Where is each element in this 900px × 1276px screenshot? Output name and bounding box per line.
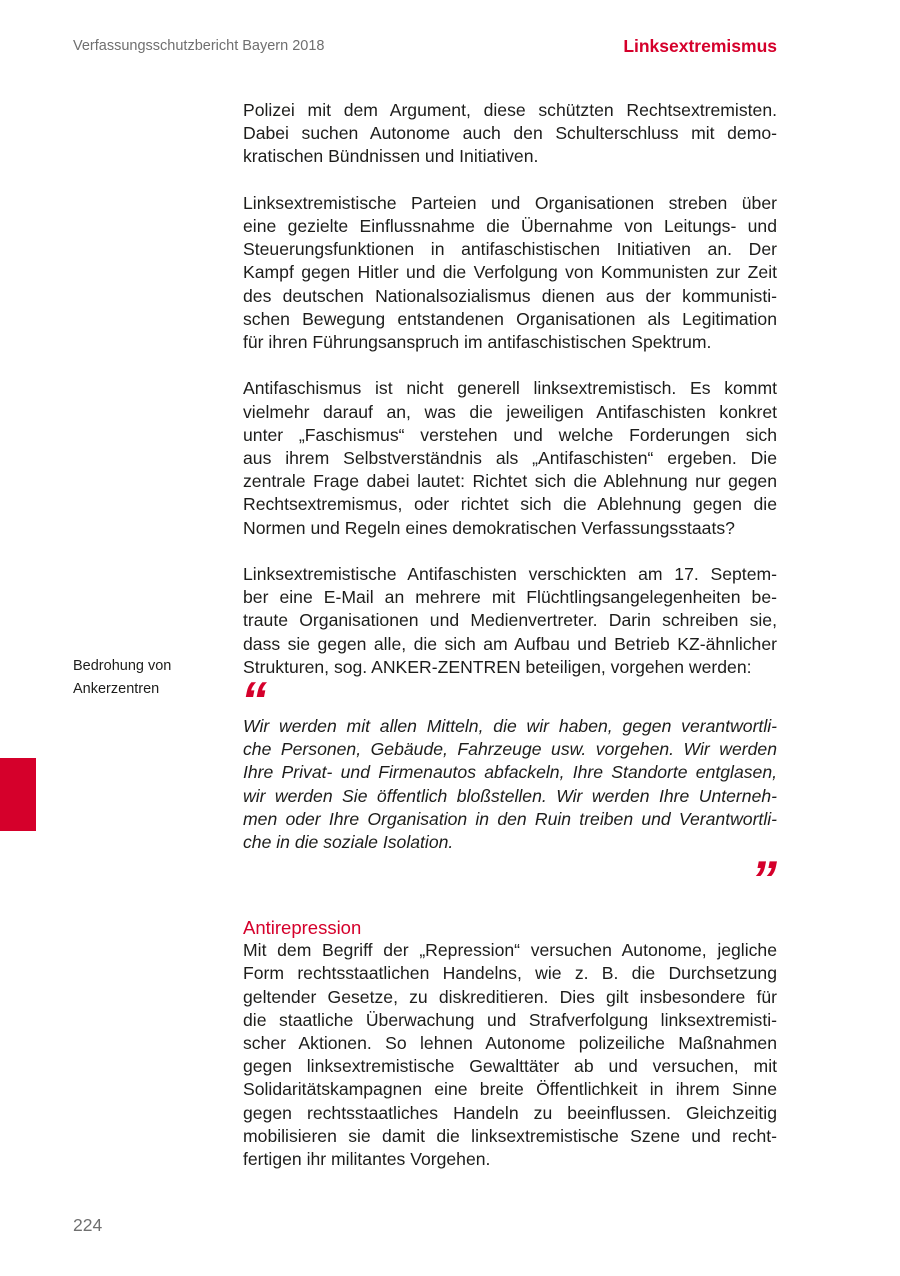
text-line: traute Organisationen und Medienvertreter. Darin schreiben sie, — [243, 610, 777, 631]
chapter-tab-marker — [0, 758, 36, 831]
text-line: Dabei suchen Autonome auch den Schulterschluss mit demo- — [243, 123, 777, 144]
paragraph-4 — [243, 563, 777, 679]
text-line: für ihren Führungsanspruch im antifaschistischen Spektrum. — [243, 332, 712, 353]
text-line: aus ihrem Selbstverständnis als „Antifaschisten“ ergeben. Die — [243, 448, 777, 469]
quote-line: Wir werden mit allen Mitteln, die wir haben, gegen verantwortli- — [243, 716, 777, 737]
paragraph-1 — [243, 99, 777, 169]
text-line: eine gezielte Einflussnahme die Übernahme von Leitungs- und — [243, 216, 777, 236]
text-line: dass sie gegen alle, die sich am Aufbau und Betrieb KZ-ähnlicher — [243, 633, 777, 654]
text-line: Normen und Regeln eines demokratischen Verfassungsstaats? — [243, 517, 735, 538]
quote-line: che Personen, Gebäude, Fahrzeuge usw. vorgehen. Wir werden — [243, 739, 777, 760]
text-line: Strukturen, sog. ANKER-ZENTREN beteiligen, vorgehen werden: — [243, 656, 752, 677]
text-line: Linksextremistische Parteien und Organisationen streben über — [243, 192, 777, 213]
text-line: mobilisieren sie damit die linksextremistische Szene und recht- — [243, 1125, 777, 1146]
text-line: des deutschen Nationalsozialismus dienen aus der kommunisti- — [243, 285, 777, 306]
paragraph-3 — [243, 377, 777, 539]
quote-line: men oder Ihre Organisation in den Ruin treiben und Verantwortli- — [243, 808, 777, 829]
text-line: geltender Gesetze, zu diskreditieren. Dies gilt insbesondere für — [243, 986, 777, 1007]
section-heading: Antirepression — [243, 917, 362, 939]
text-line: Polizei mit dem Argument, diese schützten Rechtsextremisten. — [243, 100, 777, 120]
page-number: 224 — [73, 1215, 103, 1235]
section-paragraph — [243, 939, 777, 1171]
paragraph-2 — [243, 192, 777, 354]
text-line: Solidaritätskampagnen eine breite Öffentlichkeit in ihrem Sinne — [243, 1079, 777, 1100]
text-line: Steuerungsfunktionen in antifaschistischen Initiativen an. Der — [243, 239, 777, 260]
quote-line: wir werden Sie öffentlich bloßstellen. Wir werden Ihre Unterneh- — [243, 785, 777, 806]
text-line: Rechtsextremismus, oder richtet sich die Ablehnung gegen die — [243, 494, 777, 515]
text-line: Linksextremistische Antifaschisten verschickten am 17. Septem- — [243, 564, 777, 585]
block-quote — [243, 715, 777, 854]
text-line: Kampf gegen Hitler und die Verfolgung von Kommunisten zur Zeit — [243, 262, 777, 283]
quote-line: che in die soziale Isolation. — [243, 832, 454, 853]
text-line: gegen linksextremistische Gewalttäter ab und versuchen, mit — [243, 1056, 777, 1077]
running-header-title: Verfassungsschutzbericht Bayern 2018 — [73, 38, 325, 54]
text-line: die staatliche Überwachung und Strafverfolgung linksextremisti- — [243, 1009, 777, 1030]
open-quote-glyph: “ — [241, 672, 267, 731]
chapter-title: Linksextremismus — [623, 36, 777, 56]
margin-note — [73, 655, 223, 701]
text-line: zentrale Frage dabei lautet: Richtet sich die Ablehnung nur gegen — [243, 471, 777, 492]
text-line: kratischen Bündnissen und Initiativen. — [243, 146, 539, 167]
margin-note-line: Bedrohung von — [73, 658, 172, 674]
quote-close-mark — [243, 851, 777, 910]
text-line: scher Aktionen. So lehnen Autonome polizeiliche Maßnahmen — [243, 1033, 777, 1054]
text-line: fertigen ihr militantes Vorgehen. — [243, 1149, 491, 1170]
text-line: Antifaschismus ist nicht generell linksextremistisch. Es kommt — [243, 378, 777, 399]
text-line: schen Bewegung entstandenen Organisationen als Legitimation — [243, 308, 777, 329]
text-line: vielmehr darauf an, was die jeweiligen Antifaschisten konkret — [243, 401, 777, 422]
main-text-column — [243, 99, 777, 1171]
margin-note-line: Ankerzentren — [73, 681, 160, 697]
text-line: ber eine E-Mail an mehrere mit Flüchtlingsangelegenheiten be- — [243, 587, 777, 608]
text-line: gegen rechtsstaatliches Handeln zu beeinflussen. Gleichzeitig — [243, 1102, 777, 1123]
close-quote-glyph: ” — [751, 851, 777, 910]
quote-line: Ihre Privat- und Firmenautos abfackeln, Ihre Standorte entglasen, — [243, 762, 777, 783]
text-line: Mit dem Begriff der „Repression“ versuchen Autonome, jegliche — [243, 940, 777, 961]
text-line: unter „Faschismus“ verstehen und welche Forderungen sich — [243, 424, 777, 445]
text-line: Form rechtsstaatlichen Handelns, wie z. B. die Durchsetzung — [243, 963, 777, 984]
